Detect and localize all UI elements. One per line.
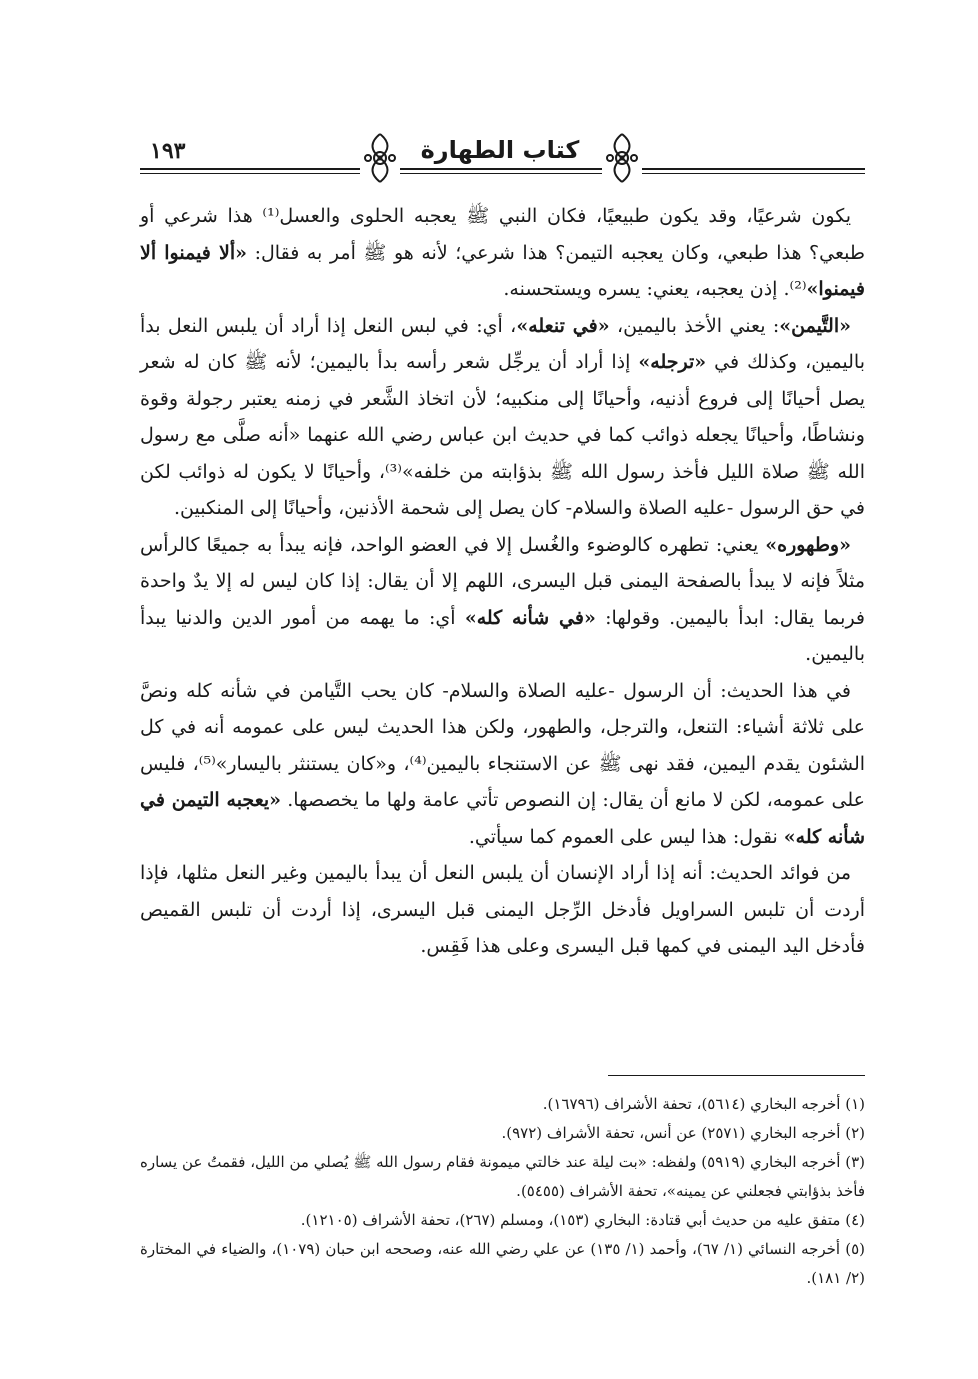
- text-run: ⁽²⁾. إذن يعجبه، يعني: يسره ويستحسنه.: [503, 278, 807, 300]
- text-run: يكون شرعيًا، وقد يكون طبيعيًا، فكان النبي ﷺ يعجبه الحلوى والعسل⁽¹⁾ هذا شرعي أو طبعي؟ هذا طبعي، وكان يعجبه التيمن؟ هذا شرعي؛ لأنه هو ﷺ أمر به فقال:: [140, 205, 865, 264]
- text-run: في هذا الحديث: أن الرسول -عليه الصلاة والسلام- كان يحب التَّيامن في شأنه كله ونصَّ على ثلاثة أشياء: التنعل، والترجل، والطهور، ولكن هذا الحديث ليس على عمومه أنه في كل الشئون يقدم اليمين، فقد نهى ﷺ عن الاستنجاء باليمين⁽⁴⁾، و«كان يستنثر باليسار»⁽⁵⁾، فليس على عمومه، لكن لا مانع أن يقال: إن النصوص تأتي عامة ولها ما يخصصها.: [140, 679, 866, 811]
- footnote: (٤) متفق عليه من حديث أبي قتادة: البخاري (١٥٣)، ومسلم (٢٦٧)، تحفة الأشراف (١٢١٠٥).: [300, 1211, 865, 1229]
- body-text: [140, 198, 865, 965]
- footnotes: [140, 1090, 865, 1293]
- page-number: ١٩٣: [146, 138, 189, 164]
- footnote: (٥) أخرجه النسائي (١/ ٦٧)، وأحمد (١/ ١٣٥) عن علي رضي الله عنه، وصححه ابن حبان (١٠٧٩)، والضياء في المختارة (٢/ ١٨١).: [140, 1240, 866, 1287]
- page-header: [140, 130, 865, 190]
- text-run: : يعني الأخذ باليمين،: [609, 314, 780, 337]
- bold-quote: «في تنعله»: [516, 314, 610, 337]
- paragraph: [140, 527, 865, 673]
- bold-quote: «التَّيمن»: [779, 314, 851, 337]
- text-run: نقول: هذا ليس على العموم كما سيأتي.: [468, 825, 784, 848]
- footnote-separator: [608, 1075, 865, 1076]
- footnote: (١) أخرجه البخاري (٥٦١٤)، تحفة الأشراف (١٦٧٩٦).: [542, 1095, 865, 1113]
- bold-quote: «وطهوره»: [765, 533, 851, 556]
- bold-quote: «ألا فيمنوا ألا فيمنوا»: [140, 241, 865, 300]
- text-run: إذا أراد أن يرجِّل شعر رأسه بدأ باليمين؛ لأنه ﷺ كان له شعر يصل أحيانًا إلى فروع أذنيه، وأحيانًا إلى منكبيه؛ لأن اتخاذ الشَّعر في زمنه يعتبر رجولة وقوة ونشاطًا، وأحيانًا يجعله ذوائب كما في حديث ابن عباس رضي الله عنهما «أنه صلَّى مع رسول الله ﷺ صلاة الليل فأخذ رسول الله ﷺ بذؤابته من خلفه»⁽³⁾، وأحيانًا لا يكون له ذوائب لكن في حق الرسول -عليه الصلاة والسلام- كان يصل إلى شحمة الأذنين، وأحيانًا إلى المنكبين.: [140, 351, 865, 519]
- bold-quote: «يعجبه التيمن في شأنه كله»: [140, 789, 865, 848]
- running-title: كتاب الطهارة: [410, 136, 590, 164]
- paragraph: [140, 198, 865, 308]
- footnote: (٣) أخرجه البخاري (٥٩١٩) ولفظه: «بت ليلة عند خالتي ميمونة فقام رسول الله ﷺ يُصلي من الليل، فقمتُ عن يساره فأخذ بذؤابتي فجعلني عن يمينه»، تحفة الأشراف (٥٤٥٥).: [140, 1153, 866, 1200]
- ornament-icon: [602, 130, 642, 186]
- header-rule-thick: [140, 168, 865, 170]
- header-rule-thin: [140, 173, 865, 174]
- bold-quote: «ترجله»: [638, 351, 707, 373]
- text-run: من فوائد الحديث: أنه إذا أراد الإنسان أن يلبس النعل أن يبدأ باليمين وغير النعل مثلها، فإذا أردت أن تلبس السراويل فأدخل الرِّجل اليمنى قبل اليسرى، إذا أردت أن تلبس القميص فأدخل اليد اليمنى في كمها قبل اليسرى وعلى هذا فَقِس.: [140, 862, 865, 957]
- text-run: ، أي: في لبس النعل إذا أراد أن يلبس النعل بدأ باليمين، وكذلك في: [140, 314, 865, 373]
- paragraph: [140, 308, 865, 527]
- text-run: يعني: تطهره كالوضوء والغُسل إلا في العضو الواحد، فإنه يبدأ به جميعًا كالرأس مثلاً فإنه لا يبدأ بالصفحة اليمنى قبل اليسرى، اللهم إلا أن يقال: إذا كان ليس له إلا يدٌ واحدة فربما يقال: ابدأ باليمين. وقولها:: [140, 533, 866, 629]
- text-run: أي: ما يهمه من أمور الدين والدنيا يبدأ باليمين.: [140, 606, 865, 665]
- paragraph: [140, 673, 865, 856]
- paragraph: [140, 855, 865, 965]
- ornament-icon: [360, 130, 400, 186]
- bold-quote: «في شأنه كله»: [464, 606, 596, 629]
- footnote: (٢) أخرجه البخاري (٢٥٧١) عن أنس، تحفة الأشراف (٩٧٢).: [501, 1124, 865, 1142]
